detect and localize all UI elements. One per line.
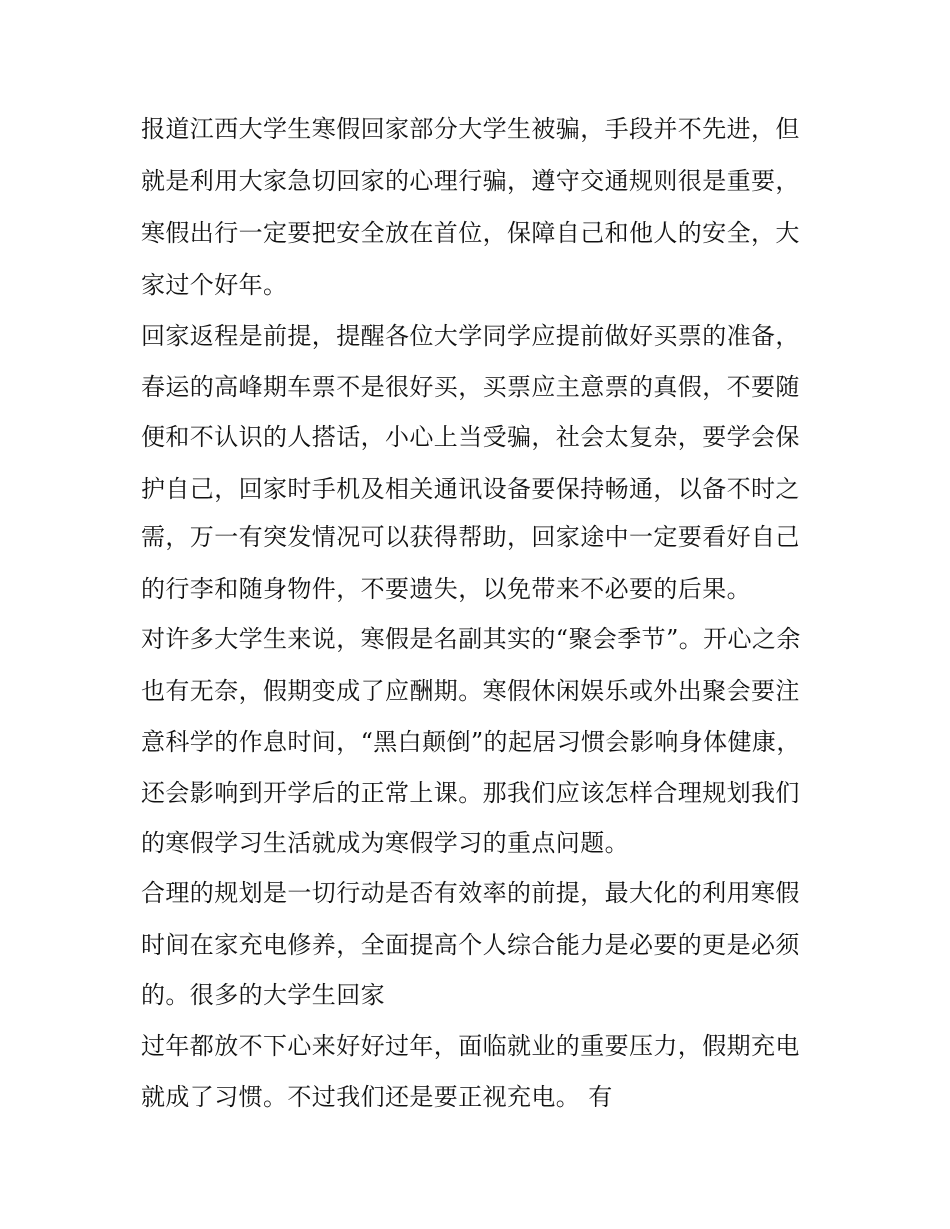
- text-line: 的行李和随身物件，不要遗失，以免带来不必要的后果。: [141, 575, 751, 603]
- text-line: 护自己，回家时手机及相关通讯设备要保持畅通，以备不时之: [141, 475, 800, 503]
- text-line: 还会影响到开学后的正常上课。那我们应该怎样合理规划我们: [141, 779, 800, 807]
- text-line: 时间在家充电修养，全面提高个人综合能力是必要的更是必须: [141, 931, 800, 959]
- text-line: 报道江西大学生寒假回家部分大学生被骗，手段并不先进，但: [141, 115, 800, 143]
- text-line: 的。很多的大学生回家: [141, 981, 385, 1009]
- text-line: 家过个好年。: [141, 271, 288, 299]
- text-line: 就是利用大家急切回家的心理行骗，遵守交通规则很是重要，: [141, 167, 800, 195]
- text-line: 便和不认识的人搭话，小心上当受骗，社会太复杂，要学会保: [141, 423, 800, 451]
- text-line: 需，万一有突发情况可以获得帮助，回家途中一定要看好自己: [141, 523, 800, 551]
- text-line: 对许多大学生来说，寒假是名副其实的“聚会季节”。开心之余: [141, 625, 801, 653]
- text-line: 就成了习惯。不过我们还是要正视充电。 有: [141, 1083, 613, 1111]
- text-line: 意科学的作息时间，“黑白颠倒”的起居习惯会影响身体健康，: [141, 728, 801, 756]
- text-line: 回家返程是前提，提醒各位大学同学应提前做好买票的准备，: [141, 322, 800, 350]
- text-line: 过年都放不下心来好好过年，面临就业的重要压力，假期充电: [141, 1032, 800, 1060]
- text-line: 的寒假学习生活就成为寒假学习的重点问题。: [141, 829, 629, 857]
- text-line: 春运的高峰期车票不是很好买，买票应主意票的真假，不要随: [141, 373, 800, 401]
- text-line: 也有无奈，假期变成了应酬期。寒假休闲娱乐或外出聚会要注: [141, 677, 800, 705]
- text-line: 寒假出行一定要把安全放在首位，保障自己和他人的安全，大: [141, 219, 800, 247]
- text-line: 合理的规划是一切行动是否有效率的前提，最大化的利用寒假: [141, 879, 800, 907]
